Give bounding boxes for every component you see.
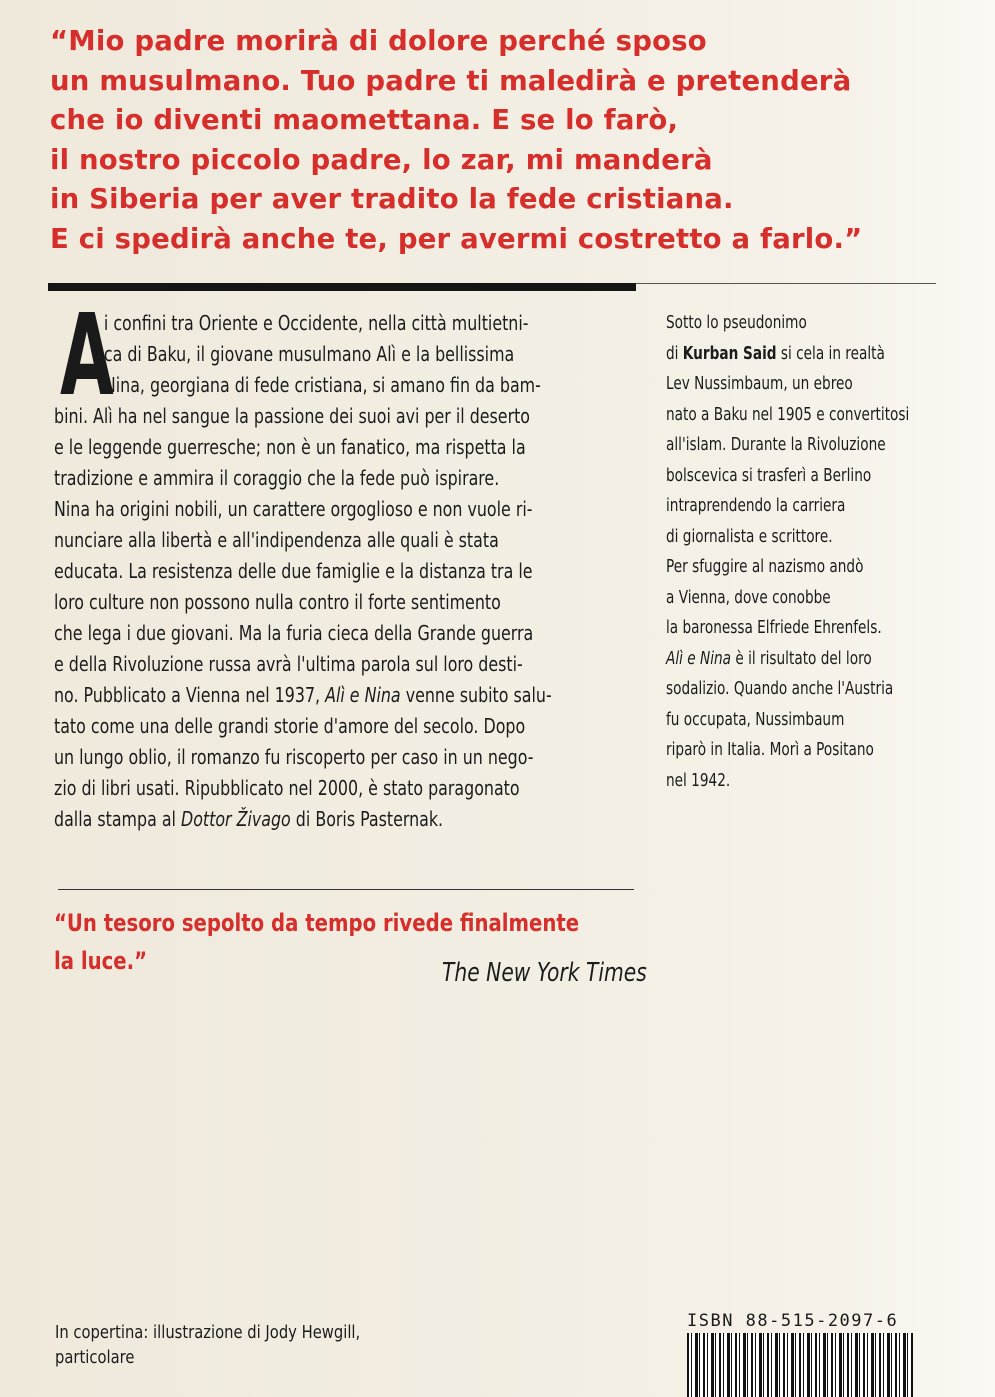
synopsis-line: Nina, georgiana di fede cristiana, si amano fin da bam- bbox=[103, 373, 541, 397]
quote-line: un musulmano. Tuo padre ti maledirà e pretenderà bbox=[50, 64, 852, 97]
synopsis-line: nunciare alla libertà e all'indipendenza alle quali è stata bbox=[54, 528, 499, 552]
bio-line: Lev Nussimbaum, un ebreo bbox=[666, 374, 853, 394]
bio-line: sodalizio. Quando anche l'Austria bbox=[666, 679, 894, 699]
bio-text: di bbox=[666, 343, 683, 364]
drop-cap: A bbox=[60, 291, 114, 421]
bio-text: è il risultato del loro bbox=[731, 648, 872, 669]
synopsis-line: loro culture non possono nulla contro il forte sentimento bbox=[54, 590, 501, 614]
bio-line: riparò in Italia. Morì a Positano bbox=[666, 740, 874, 760]
synopsis-line: bini. Alì ha nel sangue la passione dei suoi avi per il deserto bbox=[54, 404, 531, 428]
thick-divider bbox=[48, 283, 636, 291]
synopsis-line bbox=[54, 804, 443, 835]
book-title: Dottor Živago bbox=[181, 807, 291, 831]
synopsis-line bbox=[54, 680, 552, 711]
bio-line: all'islam. Durante la Rivoluzione bbox=[666, 435, 886, 455]
synopsis-line: tradizione e ammira il coraggio che la fede può ispirare. bbox=[54, 466, 500, 490]
synopsis-line: tato come una delle grandi storie d'amore del secolo. Dopo bbox=[54, 714, 526, 738]
bio-line bbox=[666, 644, 909, 675]
bio-line: di giornalista e scrittore. bbox=[666, 526, 833, 547]
synopsis-line: Nina ha origini nobili, un carattere orgoglioso e non vuole ri- bbox=[54, 497, 533, 521]
author-bio bbox=[666, 308, 909, 796]
top-quote bbox=[50, 22, 950, 259]
bio-line: nel 1942. bbox=[666, 770, 731, 791]
bio-line: intraprendendo la carriera bbox=[666, 496, 846, 516]
credit-line: particolare bbox=[55, 1347, 135, 1368]
synopsis-text: no. Pubblicato a Vienna nel 1937, bbox=[54, 683, 326, 707]
bio-line: nato a Baku nel 1905 e convertitosi bbox=[666, 404, 910, 425]
synopsis-line: ca di Baku, il giovane musulmano Alì e la bellissima bbox=[103, 342, 515, 366]
synopsis-line: e della Rivoluzione russa avrà l'ultima parola sul loro desti- bbox=[54, 652, 523, 676]
quote-line: “Mio padre morirà di dolore perché sposo bbox=[50, 25, 707, 57]
quote-line: il nostro piccolo padre, lo zar, mi manderà bbox=[50, 143, 713, 176]
isbn-number: ISBN 88-515-2097-6 bbox=[687, 1311, 899, 1331]
review-line: la luce.” bbox=[54, 947, 148, 975]
thin-divider bbox=[636, 283, 936, 284]
bio-line: Sotto lo pseudonimo bbox=[666, 313, 807, 333]
book-title: Alì e Nina bbox=[666, 648, 732, 669]
synopsis-line: e le leggende guerresche; non è un fanatico, ma rispetta la bbox=[54, 435, 526, 459]
bio-text: si cela in realtà bbox=[776, 343, 885, 364]
synopsis-line: che lega i due giovani. Ma la furia cieca della Grande guerra bbox=[54, 621, 534, 645]
synopsis-line: educata. La resistenza delle due famiglie e la distanza tra le bbox=[54, 559, 533, 583]
cover-credit bbox=[55, 1320, 360, 1370]
bio-line: la baronessa Elfriede Ehrenfels. bbox=[666, 618, 882, 638]
review-divider bbox=[58, 889, 634, 890]
bio-line: bolscevica si trasferì a Berlino bbox=[666, 465, 872, 486]
synopsis-line: i confini tra Oriente e Occidente, nella città multietni- bbox=[103, 311, 529, 335]
synopsis-text: dalla stampa al bbox=[54, 807, 182, 831]
bio-line: Per sfuggire al nazismo andò bbox=[666, 557, 864, 577]
synopsis-text: di Boris Pasternak. bbox=[290, 807, 444, 831]
quote-line: E ci spedirà anche te, per avermi costretto a farlo.” bbox=[50, 222, 863, 255]
barcode bbox=[687, 1333, 913, 1397]
review-line: “Un tesoro sepolto da tempo rivede finalmente bbox=[54, 909, 580, 937]
quote-line: in Siberia per aver tradito la fede cristiana. bbox=[50, 183, 734, 215]
book-title: Alì e Nina bbox=[325, 683, 401, 707]
credit-line: In copertina: illustrazione di Jody Hewgill, bbox=[55, 1322, 361, 1343]
quote-line: che io diventi maomettana. E se lo farò, bbox=[50, 104, 679, 136]
bio-line: a Vienna, dove conobbe bbox=[666, 587, 831, 608]
bio-line bbox=[666, 339, 909, 370]
bio-line: fu occupata, Nussimbaum bbox=[666, 709, 845, 730]
synopsis-line: zio di libri usati. Ripubblicato nel 2000, è stato paragonato bbox=[54, 776, 520, 800]
synopsis-line: un lungo oblio, il romanzo fu riscoperto per caso in un nego- bbox=[54, 745, 534, 769]
synopsis-text: venne subito salu- bbox=[400, 683, 552, 707]
author-pseudonym: Kurban Said bbox=[682, 343, 777, 364]
review-source: The New York Times bbox=[442, 958, 647, 988]
